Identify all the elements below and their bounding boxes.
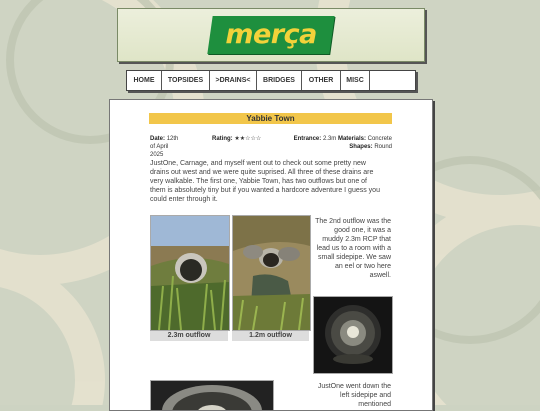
shapes-value: Round: [374, 144, 392, 150]
article-title: Yabbie Town: [149, 113, 392, 124]
outflow-photo-image: [233, 216, 310, 330]
rating-label: Rating:: [212, 136, 233, 142]
pipe-interior-image: [314, 297, 392, 373]
nav-home[interactable]: HOME: [127, 71, 162, 90]
site-logo[interactable]: [207, 16, 334, 54]
meta-entrance-materials: [286, 135, 392, 143]
entrance-label: Entrance:: [293, 136, 322, 142]
sidepipe-image: [151, 381, 273, 411]
photo-outflow-1[interactable]: [150, 215, 230, 331]
side-text-2: JustOne went down the left sidepipe and mentioned: [317, 383, 391, 408]
rating-stars: ★★☆☆☆: [234, 136, 262, 142]
photo-room[interactable]: [313, 296, 393, 374]
materials-value: Concrete: [367, 136, 392, 142]
outflow-photo-image: [151, 216, 229, 330]
logo-text: merça: [225, 19, 317, 50]
photo-sidepipe[interactable]: [150, 380, 274, 411]
nav-misc[interactable]: MISC: [341, 71, 370, 90]
date-label: Date:: [150, 136, 166, 142]
nav-topsides[interactable]: TOPSIDES: [162, 71, 210, 90]
nav-drains[interactable]: >DRAINS<: [210, 71, 257, 90]
meta-rating: [212, 135, 261, 143]
meta-shapes: [286, 143, 392, 151]
shapes-label: Shapes:: [349, 144, 373, 150]
photo-outflow-2[interactable]: [232, 215, 311, 331]
main-nav: [126, 70, 416, 91]
photo-caption-1: 2.3m outflow: [150, 331, 228, 341]
side-text-1: The 2nd outflow was the good one, it was a muddy 2.3m RCP that lead us to a room with a small sidepipe. We saw an eel or two here aswell.: [315, 218, 391, 279]
meta-date: [150, 135, 180, 159]
nav-bridges[interactable]: BRIDGES: [257, 71, 302, 90]
site-header: [117, 8, 425, 62]
nav-other[interactable]: OTHER: [302, 71, 341, 90]
photo-caption-2: 1.2m outflow: [232, 331, 309, 341]
materials-label: Materials:: [337, 136, 366, 142]
entrance-value: 2.3m: [322, 136, 337, 142]
date-value: 12th of April 2025: [150, 136, 179, 158]
article-intro: JustOne, Carnage, and myself went out to check out some pretty new drains out west and we were quite suprised. All three of these drains are very walkable. The first one, Yabbie Town, has two outflows but one of them is absolutely tiny but if you wanted a hardcore adventure I guess you could enter through it.: [150, 160, 380, 203]
nav-empty: [370, 71, 415, 90]
article-panel: [109, 99, 433, 411]
